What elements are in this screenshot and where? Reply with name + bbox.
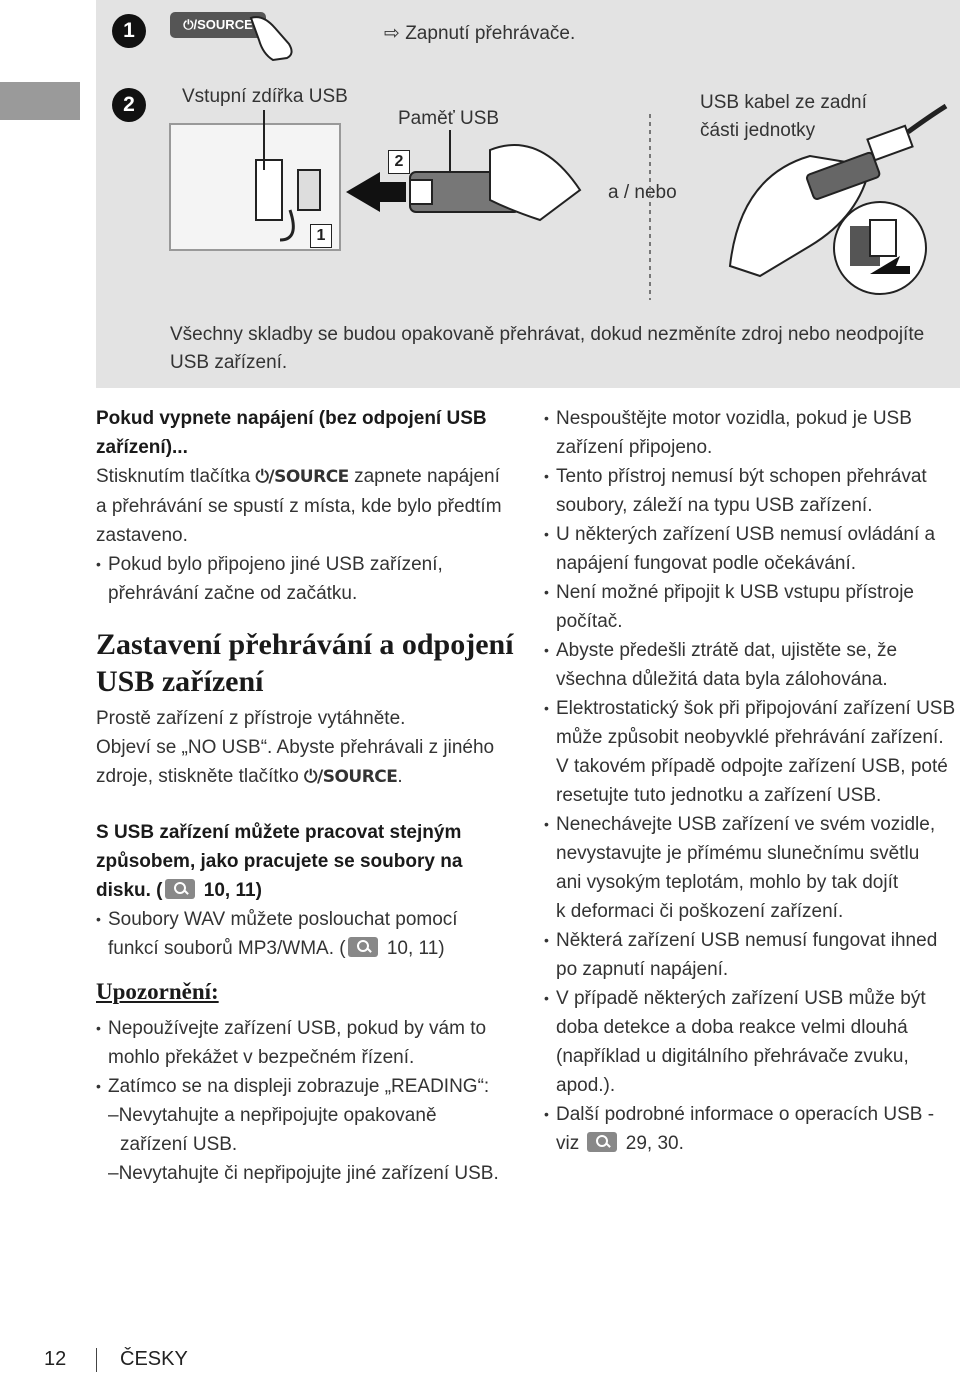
search-reference-icon [165,879,195,899]
wav-ref: 10, 11) [381,938,445,959]
usb-input-label: Vstupní zdířka USB [182,86,348,107]
left-column [96,404,536,1188]
right-bullet-last [544,1100,958,1158]
right-bullet-line: • Nenechávejte USB zařízení ve svém vozidle, [556,814,936,835]
stop-text-3 [96,762,536,792]
usb-memory-label: Paměť USB [398,108,500,129]
callout-1: 1 [310,224,332,248]
usb-cable-illustration [720,96,956,300]
right-bullet-line: • V případě některých zařízení USB může být [556,988,926,1009]
page-number: 12 [44,1348,67,1370]
right-bullet-line: ani vysokým teplotám, mohlo by tak dojít [556,872,899,893]
right-bullet [544,578,958,636]
wav-line-2a: funkcí souborů MP3/WMA. ( [108,938,346,959]
right-bullet [544,636,958,694]
same-way-2: způsobem, jako pracujete se soubory na [96,851,463,872]
right-bullet-line: soubory, záleží na typu USB zařízení. [556,495,873,516]
other-usb-line-2: přehrávání začne od začátku. [108,583,358,604]
last-ref: 29, 30. [620,1133,684,1154]
caution-1 [96,1014,536,1072]
last-line-1: • Další podrobné informace o operacích USB - [556,1104,935,1125]
last-line-2a: viz [556,1133,585,1154]
stop-text-3a: zdroje, stiskněte tlačítko [96,766,305,787]
last-line-2 [556,1129,958,1158]
repeat-note-line-2: USB zařízení. [170,352,288,373]
same-way-ref: 10, 11) [198,880,262,901]
other-usb-note [96,550,536,608]
or-label: a / nebo [608,182,677,203]
caution-1-line-2: mohlo překážet v bezpečném řízení. [108,1047,415,1068]
right-column [544,404,958,1158]
power-off-text-3: zastaveno. [96,525,188,546]
stop-text-2: Objeví se „NO USB“. Abyste přehrávali z jiného [96,737,495,758]
right-bullet-line: resetujte tuto jednotku a zařízení USB. [556,785,882,806]
right-bullet-list [544,404,958,1100]
caution-dash-2: –Nevytahujte či nepřipojujte jiné zařízení USB. [108,1163,499,1184]
right-bullet-line: počítač. [556,611,623,632]
wav-line-1: • Soubory WAV můžete poslouchat pomocí [108,909,458,930]
right-bullet [544,984,958,1100]
right-bullet [544,810,958,926]
right-bullet-line: V takovém případě odpojte zařízení USB, poté [556,756,948,777]
usb-cable-label-1: USB kabel ze zadní [700,92,867,113]
right-bullet [544,926,958,984]
stop-heading-2: USB zařízení [96,665,264,698]
right-bullet-line: napájení fungovat podle očekávání. [556,553,857,574]
search-reference-icon [587,1132,617,1152]
usb-connection-illustration [160,110,660,300]
right-bullet [544,404,958,462]
same-way-1: S USB zařízení můžete pracovat stejným [96,822,462,843]
caution-heading: Upozornění: [96,979,219,1004]
right-bullet-line: • Některá zařízení USB nemusí fungovat ihned [556,930,938,951]
right-bullet-line: nevystavujte je přímému slunečnímu světlu [556,843,920,864]
right-bullet [544,462,958,520]
power-off-text-a: Stisknutím tlačítka [96,466,256,487]
right-bullet-line: může způsobit neobyvklé přehrávání zařízení. [556,727,944,748]
footer-language: ČESKY [120,1348,188,1370]
power-off-text-b: zapnete napájení [348,466,500,487]
power-off-text-2: a přehrávání se spustí z místa, kde bylo předtím [96,496,502,517]
source-button-illustration: ⏻/SOURCE [170,12,266,38]
usb-cable-label-2: části jednotky [700,120,816,141]
right-bullet-line: • Abyste předešli ztrátě dat, ujistěte se, že [556,640,898,661]
pressing-hand-icon [245,10,305,62]
step-2-badge: 2 [112,88,146,122]
right-bullet-line: • Elektrostatický šok při připojování zařízení USB [556,698,956,719]
dash-1-line-1: –Nevytahujte a nepřipojujte opakovaně [108,1105,437,1126]
source-button-ref: ⏻/SOURCE [255,467,349,487]
caution-dash-1 [96,1101,536,1159]
right-bullet-line: • Nespouštějte motor vozidla, pokud je USB [556,408,912,429]
right-bullet-line: apod.). [556,1075,616,1096]
search-reference-icon [348,937,378,957]
step-1-badge: 1 [112,14,146,48]
right-bullet-line: zařízení připojeno. [556,437,713,458]
section-tab [0,82,80,120]
right-bullet-line: • Není možné připojit k USB vstupu přístroje [556,582,914,603]
right-bullet-line: všechna důležitá data byla zálohována. [556,669,888,690]
right-bullet-line: po zapnutí napájení. [556,959,729,980]
caution-2: • Zatímco se na displeji zobrazuje „READING“: [96,1072,536,1101]
stop-heading-1: Zastavení přehrávání a odpojení [96,628,514,661]
caution-1-line-1: • Nepoužívejte zařízení USB, pokud by vám to [108,1018,487,1039]
same-way-3a: disku. ( [96,880,163,901]
source-button-ref-2: ⏻/SOURCE [304,767,398,787]
other-usb-line-1: • Pokud bylo připojeno jiné USB zařízení, [108,554,443,575]
right-bullet [544,694,958,810]
right-bullet [544,520,958,578]
callout-2: 2 [388,150,410,174]
power-off-text-1 [96,462,536,492]
dash-1-line-2: zařízení USB. [120,1134,238,1155]
wav-line-2 [108,934,536,963]
same-way-3 [96,876,536,905]
footer-divider [96,1348,97,1372]
repeat-note-line-1: Všechny skladby se budou opakovaně přehrávat, dokud nezměníte zdroj nebo neodpojíte [170,324,925,345]
right-bullet-line: (například u digitálního přehrávače zvuku, [556,1046,909,1067]
stop-text-1: Prostě zařízení z přístroje vytáhněte. [96,708,406,729]
wav-note [96,905,536,963]
power-off-title-2: zařízení)... [96,437,188,458]
right-bullet-line: k deformaci či poškození zařízení. [556,901,844,922]
power-off-title-1: Pokud vypnete napájení (bez odpojení USB [96,408,487,429]
right-bullet-line: • Tento přístroj nemusí být schopen přehrávat [556,466,927,487]
stop-text-3b: . [397,766,403,787]
right-bullet-line: doba detekce a doba reakce velmi dlouhá [556,1017,908,1038]
step-1-result: ⇨ Zapnutí přehrávače. [384,23,576,44]
right-bullet-line: • U některých zařízení USB nemusí ovládání a [556,524,936,545]
